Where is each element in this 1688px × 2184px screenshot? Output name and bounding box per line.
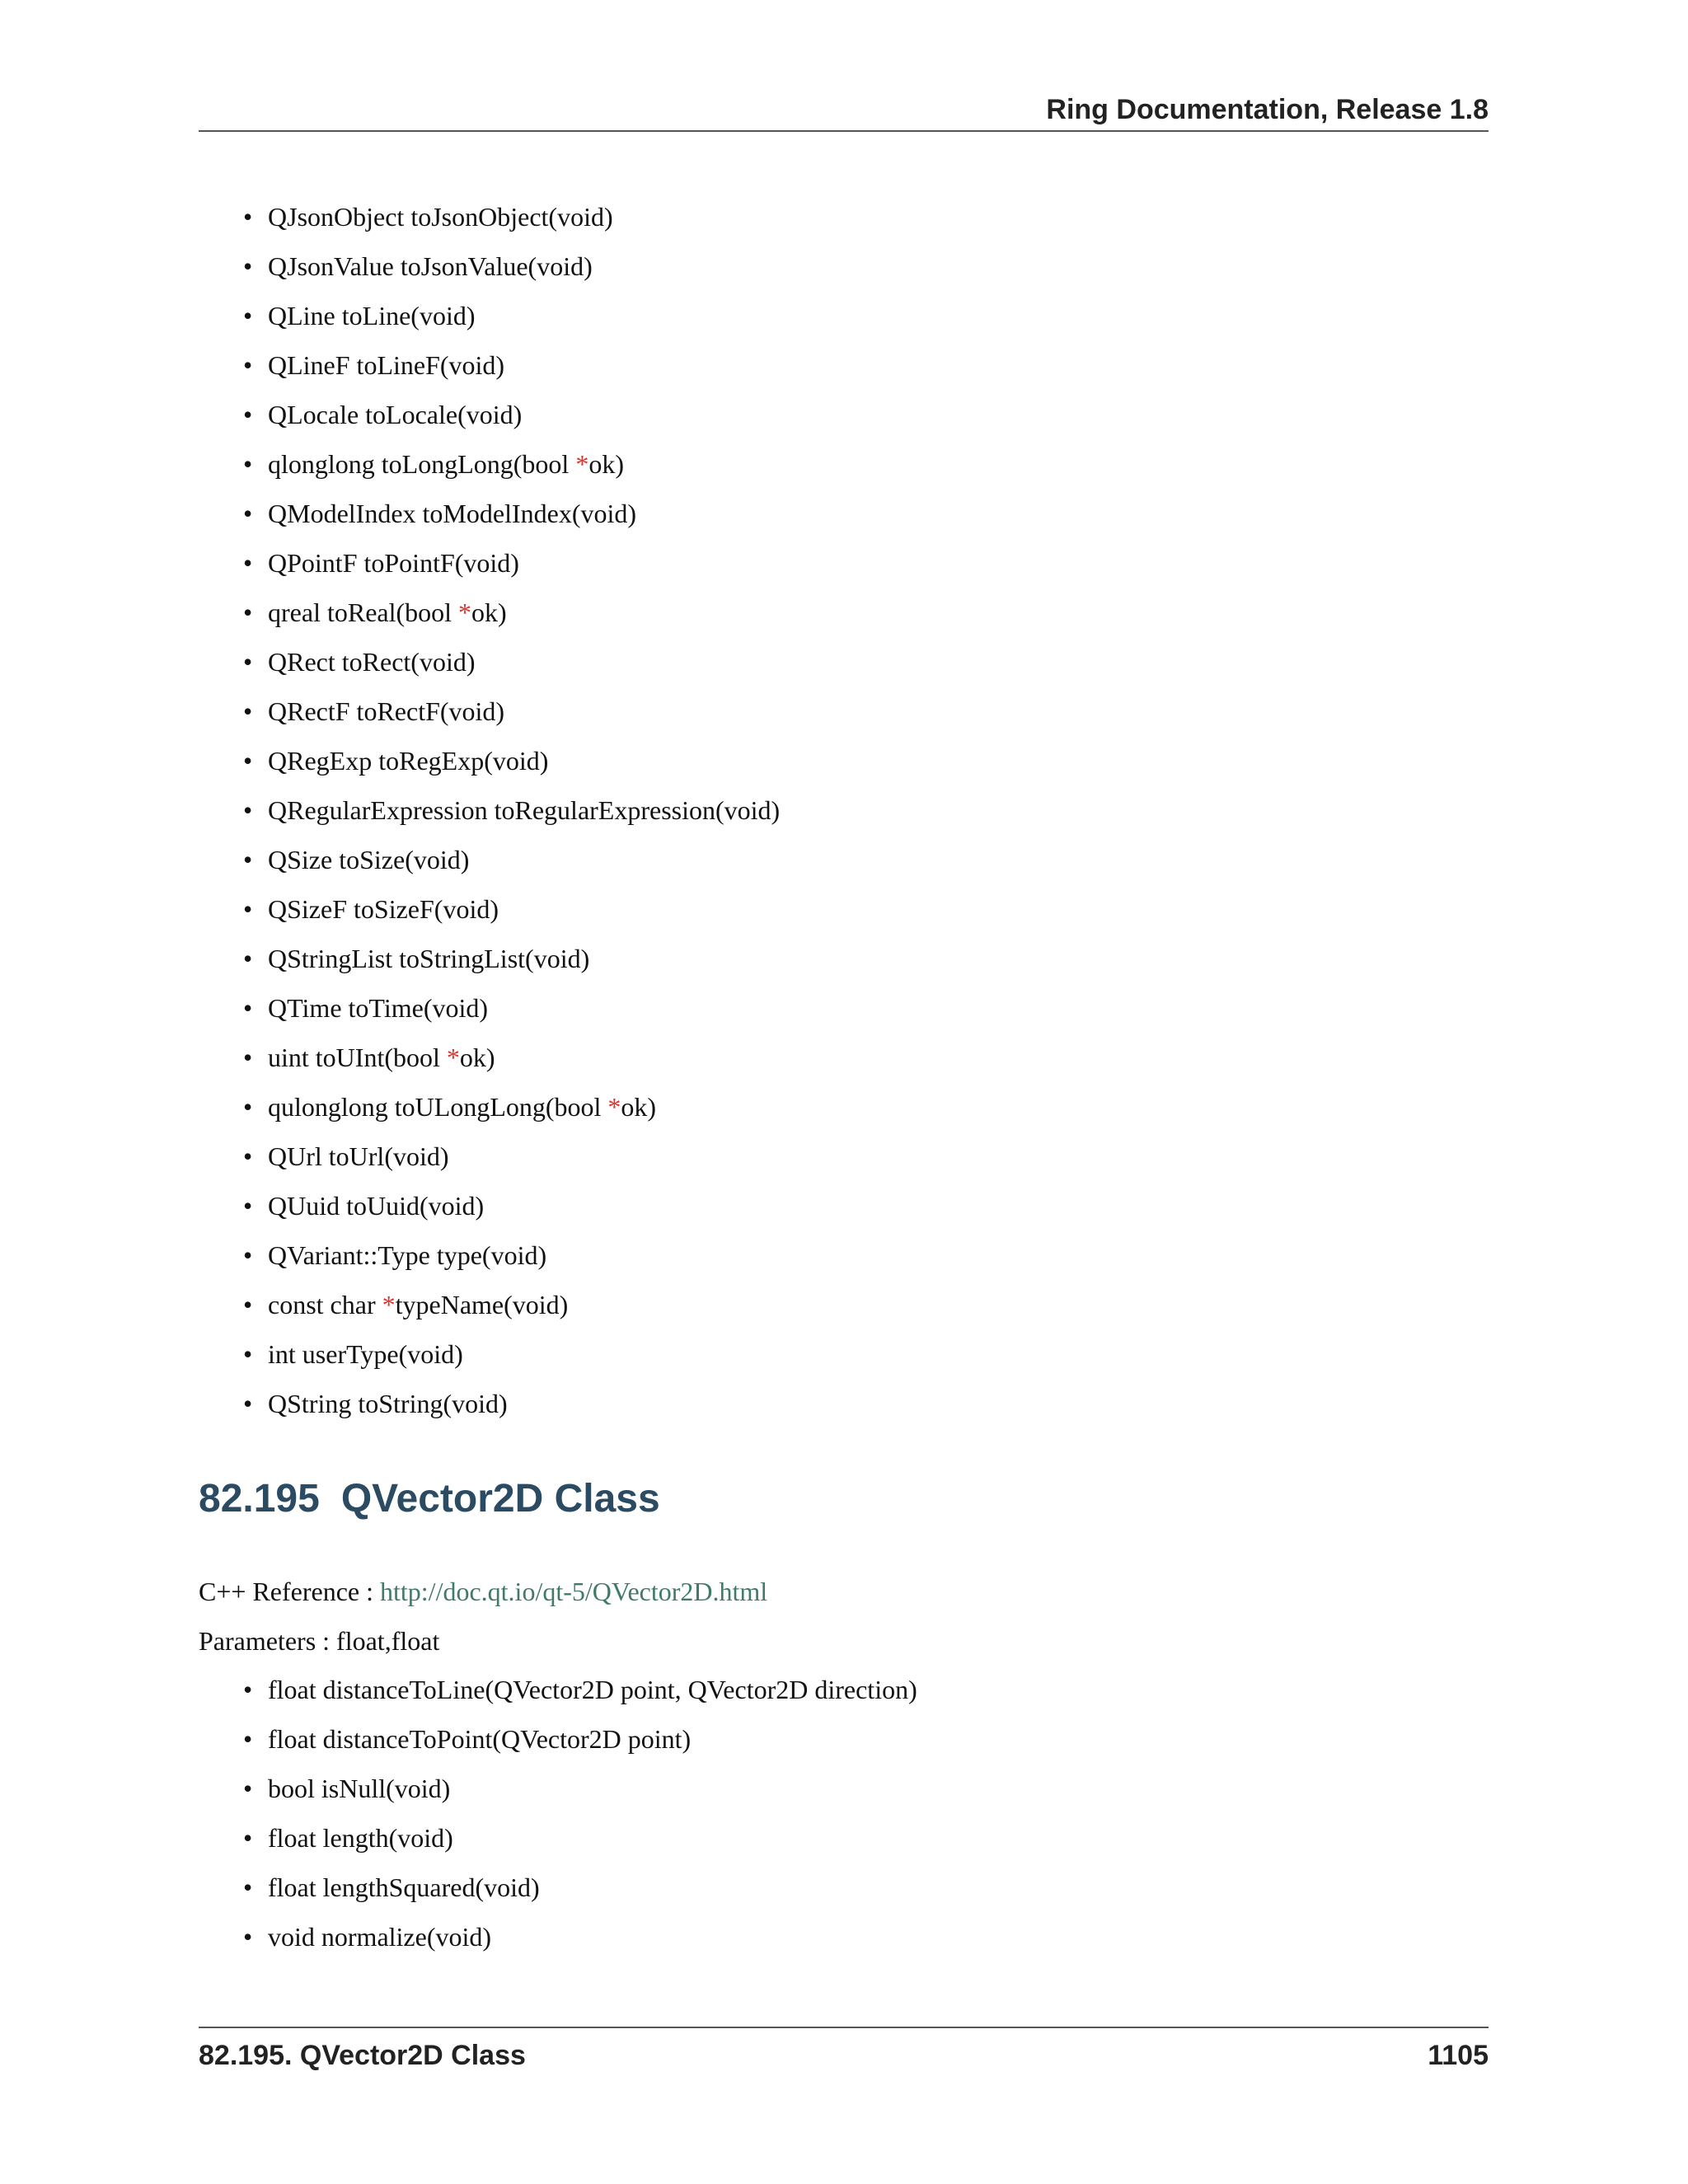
method-signature [268,390,522,439]
signature-text: QVariant::Type type(void) [268,1240,547,1270]
bullet-icon: • [243,598,253,627]
signature-text: QRectF toRectF(void) [268,696,505,726]
bullet-icon: • [243,795,253,825]
method-signature [268,1082,656,1132]
bullet-icon: • [243,696,253,726]
bullet-icon: • [243,647,253,677]
method-signature [268,489,636,538]
method-signature [268,1181,484,1230]
method-signature [268,538,519,588]
page-number: 1105 [1428,2040,1489,2071]
pointer-asterisk: * [458,598,472,627]
bullet-icon: • [243,251,253,281]
method-signature [268,1665,917,1714]
method-signature [268,983,488,1033]
signature-text: QRegularExpression toRegularExpression(void) [268,795,781,825]
running-title: Ring Documentation, Release 1.8 [1046,94,1489,125]
bullet-icon: • [243,301,253,330]
signature-text: QTime toTime(void) [268,993,489,1023]
signature-text: float length(void) [268,1823,453,1853]
bullet-icon: • [243,944,253,973]
bullet-icon: • [243,1922,253,1952]
page-footer [199,2027,1489,2071]
method-signature [268,1813,453,1863]
signature-text: QRect toRect(void) [268,647,476,677]
signature-text: QSize toSize(void) [268,845,470,874]
method-signature [268,1132,449,1181]
method-signature [268,637,475,687]
method-signature [268,192,613,241]
signature-text: typeName(void) [395,1290,569,1319]
method-signature [268,835,469,884]
method-signature [268,439,624,489]
method-signature [268,1280,568,1329]
section-number: 82.195 [199,1477,320,1521]
signature-text: void normalize(void) [268,1922,492,1952]
bullet-icon: • [243,1191,253,1221]
signature-text: qreal toReal(bool [268,598,459,627]
signature-text: QJsonObject toJsonObject(void) [268,202,613,232]
method-signature [268,1329,463,1379]
page-header [199,91,1489,132]
signature-text: ok) [471,598,507,627]
bullet-icon: • [243,746,253,776]
method-signature [268,1230,546,1280]
bullet-icon: • [243,1675,253,1704]
method-signature [268,1033,495,1082]
signature-text: float distanceToLine(QVector2D point, QVector2D direction) [268,1675,917,1704]
bullet-icon: • [243,1872,253,1902]
pointer-asterisk: * [575,449,589,479]
bullet-icon: • [243,548,253,578]
bullet-icon: • [243,1290,253,1319]
bullet-icon: • [243,1092,253,1122]
signature-text: QUuid toUuid(void) [268,1191,485,1221]
method-signature [268,588,507,637]
bullet-icon: • [243,202,253,232]
signature-text: QLineF toLineF(void) [268,350,505,380]
signature-text: float lengthSquared(void) [268,1872,540,1902]
bullet-icon: • [243,1339,253,1369]
method-signature [268,736,548,785]
signature-text: QPointF toPointF(void) [268,548,519,578]
bullet-icon: • [243,993,253,1023]
pointer-asterisk: * [382,1290,396,1319]
signature-text: const char [268,1290,382,1319]
signature-text: ok) [459,1043,495,1072]
section-heading [199,1476,660,1521]
bullet-icon: • [243,449,253,479]
signature-text: QLine toLine(void) [268,301,476,330]
bullet-icon: • [243,1724,253,1754]
method-signature [268,1912,491,1961]
signature-text: QUrl toUrl(void) [268,1141,449,1171]
signature-text: bool isNull(void) [268,1774,451,1803]
method-signature [268,241,593,291]
bullet-icon: • [243,845,253,874]
cpp-reference-label: C++ Reference : [199,1577,380,1606]
footer-section-title: 82.195. QVector2D Class [199,2040,526,2071]
method-signature [268,1764,450,1813]
pointer-asterisk: * [446,1043,460,1072]
signature-text: QLocale toLocale(void) [268,400,523,429]
signature-text: float distanceToPoint(QVector2D point) [268,1724,692,1754]
section-title: QVector2D Class [340,1477,660,1521]
bullet-icon: • [243,350,253,380]
signature-text: QSizeF toSizeF(void) [268,894,499,924]
signature-text: QJsonValue toJsonValue(void) [268,251,593,281]
signature-text: qulonglong toULongLong(bool [268,1092,608,1122]
method-signature [268,934,589,983]
bullet-icon: • [243,1240,253,1270]
bullet-icon: • [243,400,253,429]
bullet-icon: • [243,1389,253,1418]
cpp-reference-link[interactable]: http://doc.qt.io/qt-5/QVector2D.html [380,1577,768,1606]
method-signature [268,785,780,835]
bullet-icon: • [243,499,253,528]
signature-text: QModelIndex toModelIndex(void) [268,499,637,528]
bullet-icon: • [243,1774,253,1803]
signature-text: int userType(void) [268,1339,463,1369]
bullet-icon: • [243,1043,253,1072]
bullet-icon: • [243,1823,253,1853]
method-signature [268,1863,540,1912]
signature-text: QStringList toStringList(void) [268,944,590,973]
signature-text: QRegExp toRegExp(void) [268,746,549,776]
signature-text: ok) [621,1092,657,1122]
bullet-icon: • [243,1141,253,1171]
signature-text: uint toUInt(bool [268,1043,447,1072]
method-signature [268,340,504,390]
signature-text: QString toString(void) [268,1389,508,1418]
parameters-line: Parameters : float,float [199,1626,440,1656]
method-signature [268,291,475,340]
method-signature [268,1379,508,1428]
method-signature [268,1714,691,1764]
pointer-asterisk: * [607,1092,621,1122]
method-signature [268,884,499,934]
bullet-icon: • [243,894,253,924]
method-signature [268,687,504,736]
cpp-reference-line [199,1575,767,1608]
signature-text: qlonglong toLongLong(bool [268,449,576,479]
signature-text: ok) [588,449,624,479]
